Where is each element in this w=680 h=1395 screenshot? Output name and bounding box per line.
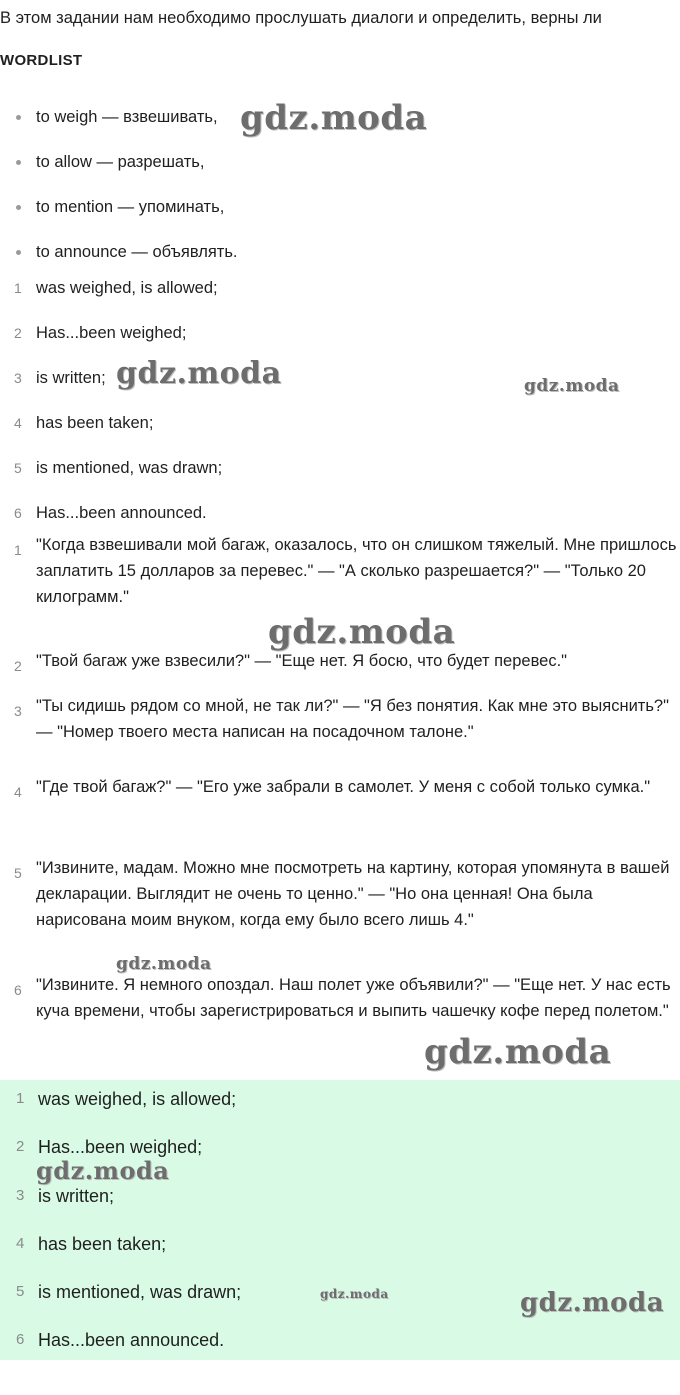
wordlist-item-text: to weigh — взвешивать, (36, 108, 218, 126)
item-number: 1 (14, 280, 22, 296)
dialog-text: "Твой багаж уже взвесили?" — "Еще нет. Я босю, что будет перевес." (36, 652, 568, 670)
dialog-item (0, 774, 680, 800)
item-number: 5 (16, 1283, 25, 1301)
item-number: 1 (16, 1090, 25, 1107)
item-text: has been taken; (36, 414, 154, 432)
answers-list (0, 275, 680, 545)
watermark-logo: gdz.moda (424, 1032, 612, 1072)
wordlist-item (0, 149, 680, 194)
final-answers-list (0, 1086, 680, 1376)
item-text: is written; (36, 369, 106, 387)
list-item (0, 1134, 680, 1182)
item-text: Has...been weighed; (36, 324, 187, 342)
item-text: is mentioned, was drawn; (36, 459, 223, 477)
item-number: 3 (14, 370, 22, 386)
watermark-logo: gdz.moda (320, 1287, 389, 1301)
watermark-logo: gdz.moda (240, 98, 428, 138)
wordlist (0, 104, 680, 284)
item-number: 3 (14, 703, 22, 719)
bullet-dot (16, 205, 21, 210)
item-text: is written; (38, 1185, 115, 1206)
item-number: 4 (14, 784, 22, 800)
list-item (0, 1279, 680, 1327)
list-item (0, 1086, 680, 1134)
item-number: 1 (14, 542, 22, 558)
watermark-logo: gdz.moda (116, 954, 212, 974)
item-text: was weighed, is allowed; (36, 279, 218, 297)
watermark-logo: gdz.moda (268, 612, 456, 652)
dialog-item (0, 693, 680, 745)
bullet-dot (16, 115, 21, 120)
item-number: 4 (16, 1234, 25, 1252)
item-text: was weighed, is allowed; (38, 1089, 237, 1109)
item-text: is mentioned, was drawn; (38, 1282, 242, 1303)
item-text: has been taken; (38, 1233, 167, 1254)
dialog-item (0, 648, 680, 674)
watermark-logo: gdz.moda (116, 356, 282, 391)
item-text: Has...been announced. (38, 1330, 225, 1351)
item-number: 2 (16, 1138, 25, 1156)
bullet-dot (16, 250, 21, 255)
dialog-text: "Извините, мадам. Можно мне посмотреть на картину, которая упомянута в вашей декларации. Выглядит не очень то ценно." — "Но она ценная! Она была нарисована моим внуком, когда ему было всего лишь 4." (36, 859, 670, 929)
list-item (0, 320, 680, 365)
wordlist-item (0, 194, 680, 239)
item-text: Has...been weighed; (38, 1137, 203, 1158)
item-number: 5 (14, 865, 22, 881)
item-number: 6 (14, 982, 22, 998)
item-number: 3 (16, 1186, 25, 1204)
wordlist-item (0, 104, 680, 149)
answer-highlight-box (0, 1080, 680, 1360)
item-number: 2 (14, 325, 22, 341)
wordlist-item-text: to mention — упоминать, (36, 198, 225, 216)
wordlist-item-text: to allow — разрешать, (36, 153, 205, 171)
wordlist-item-text: to announce — объявлять. (36, 243, 238, 261)
watermark-logo: gdz.moda (524, 376, 620, 396)
item-number: 6 (16, 1331, 25, 1349)
item-number: 5 (14, 460, 22, 476)
item-text: Has...been announced. (36, 504, 207, 522)
dialog-text: "Где твой багаж?" — "Его уже забрали в самолет. У меня с собой только сумка." (36, 778, 651, 796)
item-number: 2 (14, 658, 22, 674)
bullet-dot (16, 160, 21, 165)
dialog-item (0, 532, 680, 610)
list-item (0, 455, 680, 500)
item-number: 4 (14, 415, 22, 431)
watermark-logo: gdz.moda (520, 1288, 665, 1318)
list-item (0, 1231, 680, 1279)
dialog-item (0, 972, 680, 1024)
dialog-text: "Извините. Я немного опоздал. Наш полет уже объявили?" — "Еще нет. У нас есть куча времени, чтобы зарегистрироваться и выпить чашечку кофе перед полетом." (36, 976, 671, 1020)
list-item (0, 1183, 680, 1231)
dialog-item (0, 855, 680, 933)
list-item (0, 365, 680, 410)
item-number: 6 (14, 505, 22, 521)
watermark-logo: gdz.moda (36, 1156, 170, 1185)
dialog-text: "Ты сидишь рядом со мной, не так ли?" — "Я без понятия. Как мне это выяснить?" — "Номер твоего места написан на посадочном талоне." (36, 697, 669, 741)
dialog-text: "Когда взвешивали мой багаж, оказалось, что он слишком тяжелый. Мне пришлось заплатить 15 долларов за перевес." — "А сколько разрешается?" — "Только 20 килограмм." (36, 536, 677, 606)
intro-text: В этом задании нам необходимо прослушать диалоги и определить, верны ли (0, 9, 602, 27)
list-item (0, 410, 680, 455)
list-item (0, 1327, 680, 1375)
list-item (0, 275, 680, 320)
wordlist-heading: WORDLIST (0, 52, 83, 69)
